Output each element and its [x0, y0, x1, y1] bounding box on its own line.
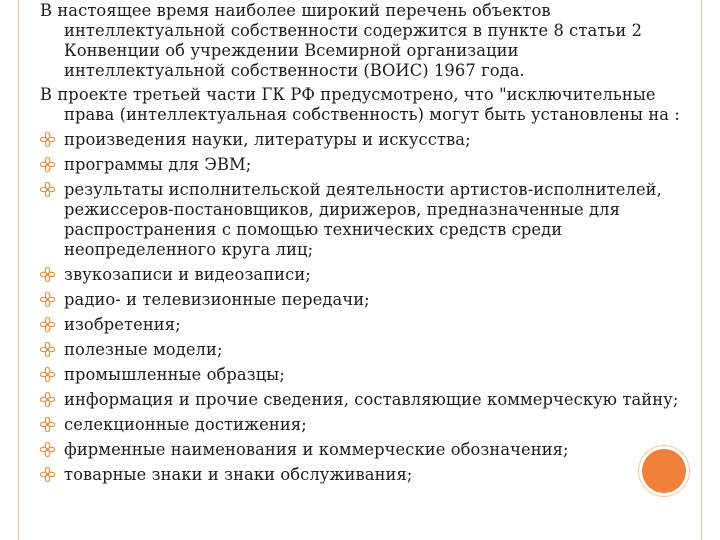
decorative-circle: [642, 449, 686, 493]
rights-list: [40, 130, 680, 485]
slide-content: [40, 0, 680, 485]
list-item: [40, 440, 680, 460]
flower-bullet-icon: [40, 392, 55, 407]
list-item: [40, 290, 680, 310]
flower-bullet-icon: [40, 157, 55, 172]
list-item-text: результаты исполнительской деятельности артистов-исполнителей, режиссеров-постановщиков, дирижеров, предназначенные для распространения с помощью технических средств среди неопределенного круга лиц;: [64, 180, 662, 259]
intro-paragraph-2: В проекте третьей части ГК РФ предусмотрено, что "исключительные права (интеллектуальная собственность) могут быть установлены на :: [40, 85, 680, 124]
list-item-text: радио- и телевизионные передачи;: [64, 290, 370, 309]
list-item: [40, 340, 680, 360]
flower-bullet-icon: [40, 182, 55, 197]
list-item-text: фирменные наименования и коммерческие обозначения;: [64, 440, 569, 459]
list-item: [40, 155, 680, 175]
list-item: [40, 365, 680, 385]
flower-bullet-icon: [40, 132, 55, 147]
flower-bullet-icon: [40, 267, 55, 282]
flower-bullet-icon: [40, 292, 55, 307]
list-item: [40, 130, 680, 150]
flower-bullet-icon: [40, 442, 55, 457]
list-item-text: информация и прочие сведения, составляющие коммерческую тайну;: [64, 390, 679, 409]
list-item-text: звукозаписи и видеозаписи;: [64, 265, 311, 284]
list-item-text: полезные модели;: [64, 340, 223, 359]
list-item-text: селекционные достижения;: [64, 415, 307, 434]
flower-bullet-icon: [40, 367, 55, 382]
list-item-text: промышленные образцы;: [64, 365, 285, 384]
flower-bullet-icon: [40, 317, 55, 332]
flower-bullet-icon: [40, 467, 55, 482]
list-item: [40, 315, 680, 335]
list-item: [40, 265, 680, 285]
list-item-text: изобретения;: [64, 315, 181, 334]
intro-paragraph-1: В настоящее время наиболее широкий перечень объектов интеллектуальной собственности содержится в пункте 8 статьи 2 Конвенции об учреждении Всемирной организации интеллектуальной собственности (ВОИС) 1967 года.: [40, 1, 643, 80]
list-item: [40, 180, 680, 260]
flower-bullet-icon: [40, 342, 55, 357]
list-item: [40, 415, 680, 435]
list-item-text: программы для ЭВМ;: [64, 155, 252, 174]
list-item-text: товарные знаки и знаки обслуживания;: [64, 465, 413, 484]
list-item: [40, 465, 680, 485]
flower-bullet-icon: [40, 417, 55, 432]
list-item: [40, 390, 680, 410]
list-item-text: произведения науки, литературы и искусства;: [64, 130, 471, 149]
